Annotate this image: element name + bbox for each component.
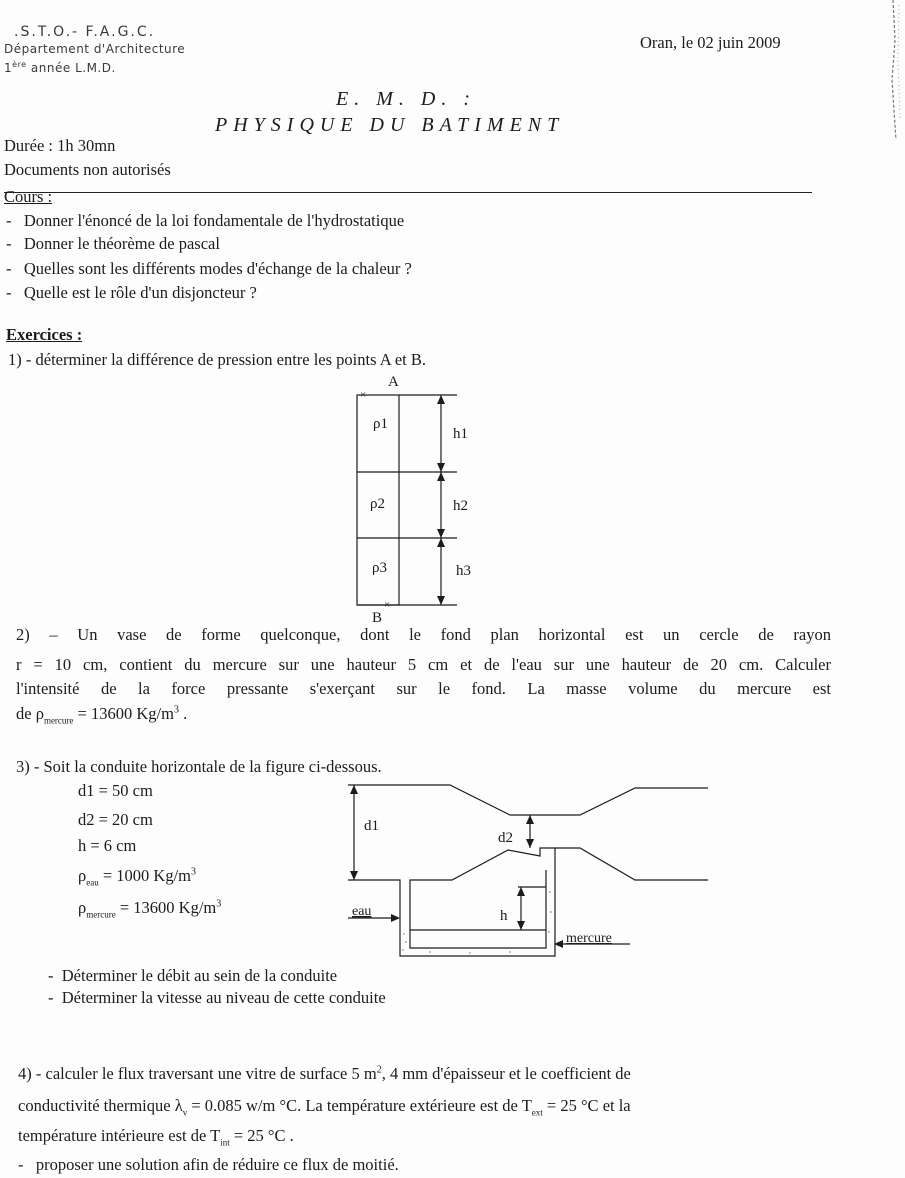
ex3-task: - Déterminer la vitesse au niveau de cette conduite: [48, 988, 386, 1007]
pipe-top-wall: [348, 785, 708, 815]
h2-label: h2: [453, 498, 468, 514]
point-b-label: B: [372, 610, 383, 626]
rho1-label: ρ1: [373, 416, 388, 432]
ex4-line-1: 4) - calculer le flux traversant une vitre de surface 5 $m^2$, 4 mm d'épaisseur et le coefficient de: [18, 1064, 631, 1083]
subject-title: PHYSIQUE DU BATIMENT: [215, 114, 565, 136]
institution: .S.T.O.- F.A.G.C.: [14, 24, 156, 40]
rho2-label: ρ2: [370, 496, 385, 512]
point-a-mark: ×: [360, 389, 367, 401]
ex3-d2: d2 = 20 cm: [78, 810, 153, 829]
rho3-label: ρ3: [372, 560, 387, 576]
fig-eau-label: eau: [352, 904, 372, 919]
ex3-h: h = 6 cm: [78, 836, 137, 855]
fig-d1-label: d1: [364, 818, 379, 834]
ex2-line-4: de $\rho_{mercure} = 13600$ $Kg/m^3$ .: [16, 704, 188, 726]
point-a-label: A: [388, 374, 399, 390]
ex3-task: - Déterminer le débit au sein de la conduite: [48, 966, 338, 985]
h1-label: h1: [453, 426, 468, 442]
pipe-throat-bottom: [555, 848, 708, 880]
cours-heading: Cours :: [4, 187, 53, 206]
cours-item: - Donner le théorème de pascal: [6, 234, 220, 253]
ex3-rho-eau: $\rho_{eau} = 1000$ $Kg/m^3$: [78, 866, 196, 888]
scan-edge-artifact: [887, 0, 905, 140]
documents-rule: Documents non autorisés: [4, 160, 171, 179]
ex2-line-2: r = 10 cm, contient du mercure sur une hauteur 5 cm et de l'eau sur une hauteur de 20 cm. Calculer: [16, 655, 831, 674]
fig-h-label: h: [500, 908, 508, 924]
divider: [4, 192, 812, 193]
year-label: 1ère année L.M.D.: [4, 60, 116, 75]
h3-label: h3: [456, 563, 471, 579]
ex4-line-3: température intérieure est de $T_{int} = 25$ °C .: [18, 1126, 294, 1148]
ex3-rho-mercure: $\rho_{mercure} = 13600$ $Kg/m^3$: [78, 898, 222, 920]
fig-mercure-label: mercure: [566, 931, 612, 946]
ex1-figure: [340, 370, 480, 628]
ex2-line-3: l'intensité de la force pressante s'exerçant sur le fond. La masse volume du mercure est: [16, 679, 831, 698]
ex3-statement: 3) - Soit la conduite horizontale de la figure ci-dessous.: [16, 757, 382, 776]
ex4-line-2: conductivité thermique $\lambda_v = 0.085$ w/m °C. La température extérieure est de $T_{ext} = 25$ °C et la: [18, 1096, 631, 1118]
ex2-line-1: 2) – Un vase de forme quelconque, dont le fond plan horizontal est un cercle de rayon: [16, 625, 831, 644]
fig-d2-label: d2: [498, 830, 513, 846]
cours-item: - Quelles sont les différents modes d'échange de la chaleur ?: [6, 259, 412, 278]
duration: Durée : 1h 30mn: [4, 136, 116, 155]
ex1-statement: 1) - déterminer la différence de pression entre les points A et B.: [8, 350, 427, 369]
exercices-heading: Exercices :: [6, 325, 83, 344]
date: Oran, le 02 juin 2009: [640, 33, 781, 52]
cours-item: - Quelle est le rôle d'un disjoncteur ?: [6, 283, 257, 302]
pipe-bottom-wall-and-manometer: [348, 848, 555, 956]
point-b-mark: ×: [384, 599, 391, 611]
ex3-d1: d1 = 50 cm: [78, 781, 153, 800]
exam-title: E. M. D. :: [336, 88, 476, 110]
ex3-figure: [340, 772, 720, 970]
department: Département d'Architecture: [4, 42, 186, 56]
ex4-task: - proposer une solution afin de réduire ce flux de moitié.: [18, 1155, 399, 1174]
cours-item: - Donner l'énoncé de la loi fondamentale de l'hydrostatique: [6, 211, 405, 230]
